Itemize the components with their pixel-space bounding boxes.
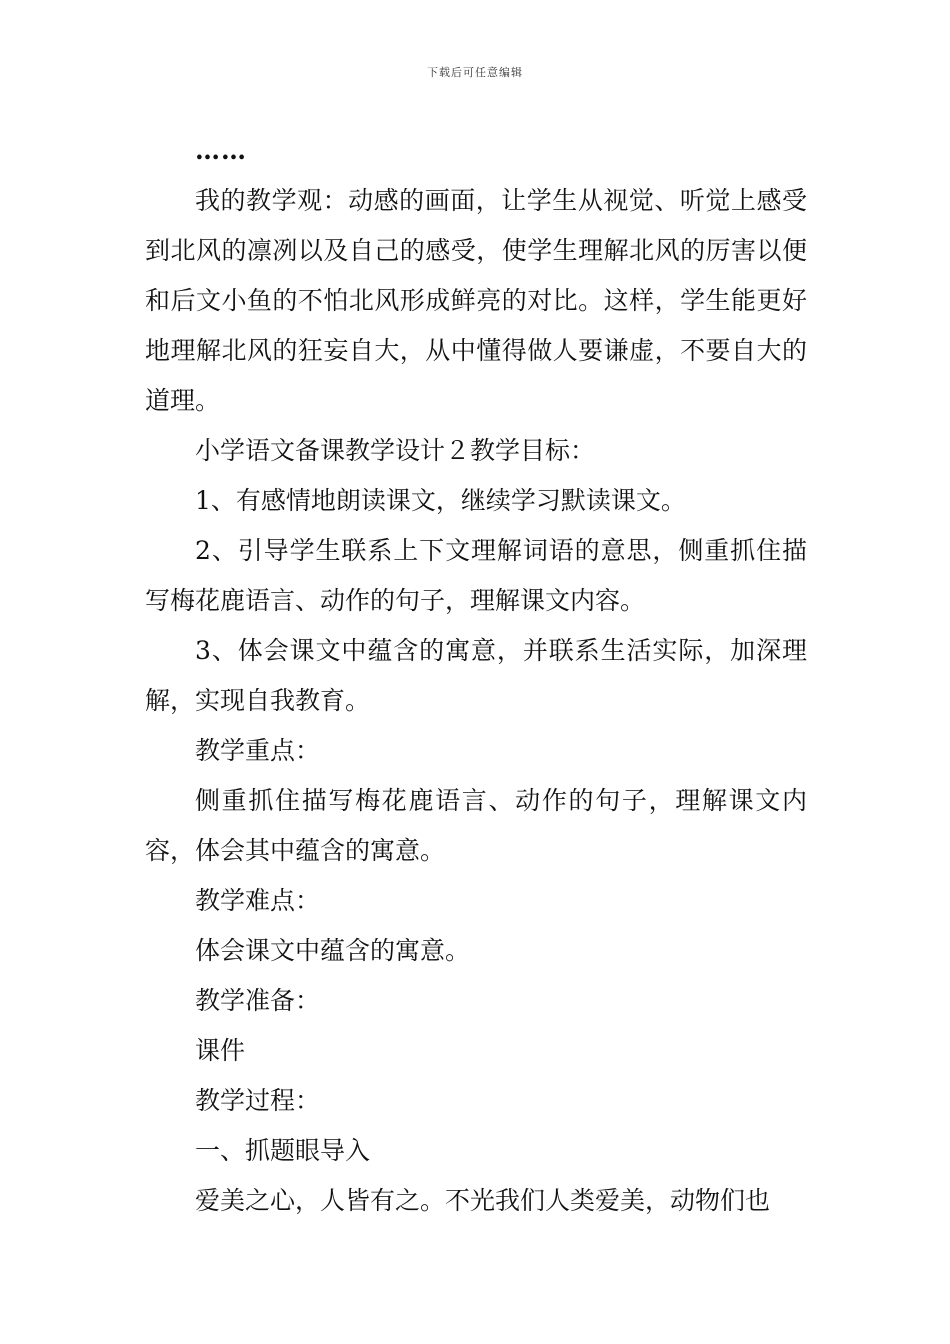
page-header: 下载后可任意编辑 [427, 66, 523, 79]
paragraph-difficulties: 体会课文中蕴含的寓意。 [195, 936, 471, 965]
heading-step-1: 一、抓题眼导入 [195, 1136, 371, 1165]
document-body [145, 126, 807, 1226]
objective-item-3: 3、体会课文中蕴含的寓意，并联系生活实际，加深理解，实现自我教育。 [145, 636, 807, 715]
paragraph-teaching-view: 我的教学观：动感的画面，让学生从视觉、听觉上感受到北风的凛冽以及自己的感受，使学生理解北风的厉害以便和后文小鱼的不怕北风形成鲜亮的对比。这样，学生能更好地理解北风的狂妄自大，从中懂得做人要谦虚，不要自大的道理。 [145, 186, 807, 415]
heading-process: 教学过程： [195, 1086, 321, 1115]
objective-item-2: 2、引导学生联系上下文理解词语的意思，侧重抓住描写梅花鹿语言、动作的句子，理解课文内容。 [145, 536, 807, 615]
paragraph-preparation: 课件 [195, 1036, 246, 1065]
heading-key-points: 教学重点： [195, 736, 321, 765]
section-heading-objectives: 小学语文备课教学设计２教学目标： [195, 436, 596, 465]
paragraph-step-1: 爱美之心，人皆有之。不光我们人类爱美，动物们也 [195, 1186, 771, 1215]
heading-preparation: 教学准备： [195, 986, 321, 1015]
heading-difficulties: 教学难点： [195, 886, 321, 915]
ellipsis-paragraph: …… [195, 136, 247, 165]
paragraph-key-points: 侧重抓住描写梅花鹿语言、动作的句子，理解课文内容，体会其中蕴含的寓意。 [145, 786, 807, 865]
objective-item-1: 1、有感情地朗读课文，继续学习默读课文。 [195, 486, 686, 515]
